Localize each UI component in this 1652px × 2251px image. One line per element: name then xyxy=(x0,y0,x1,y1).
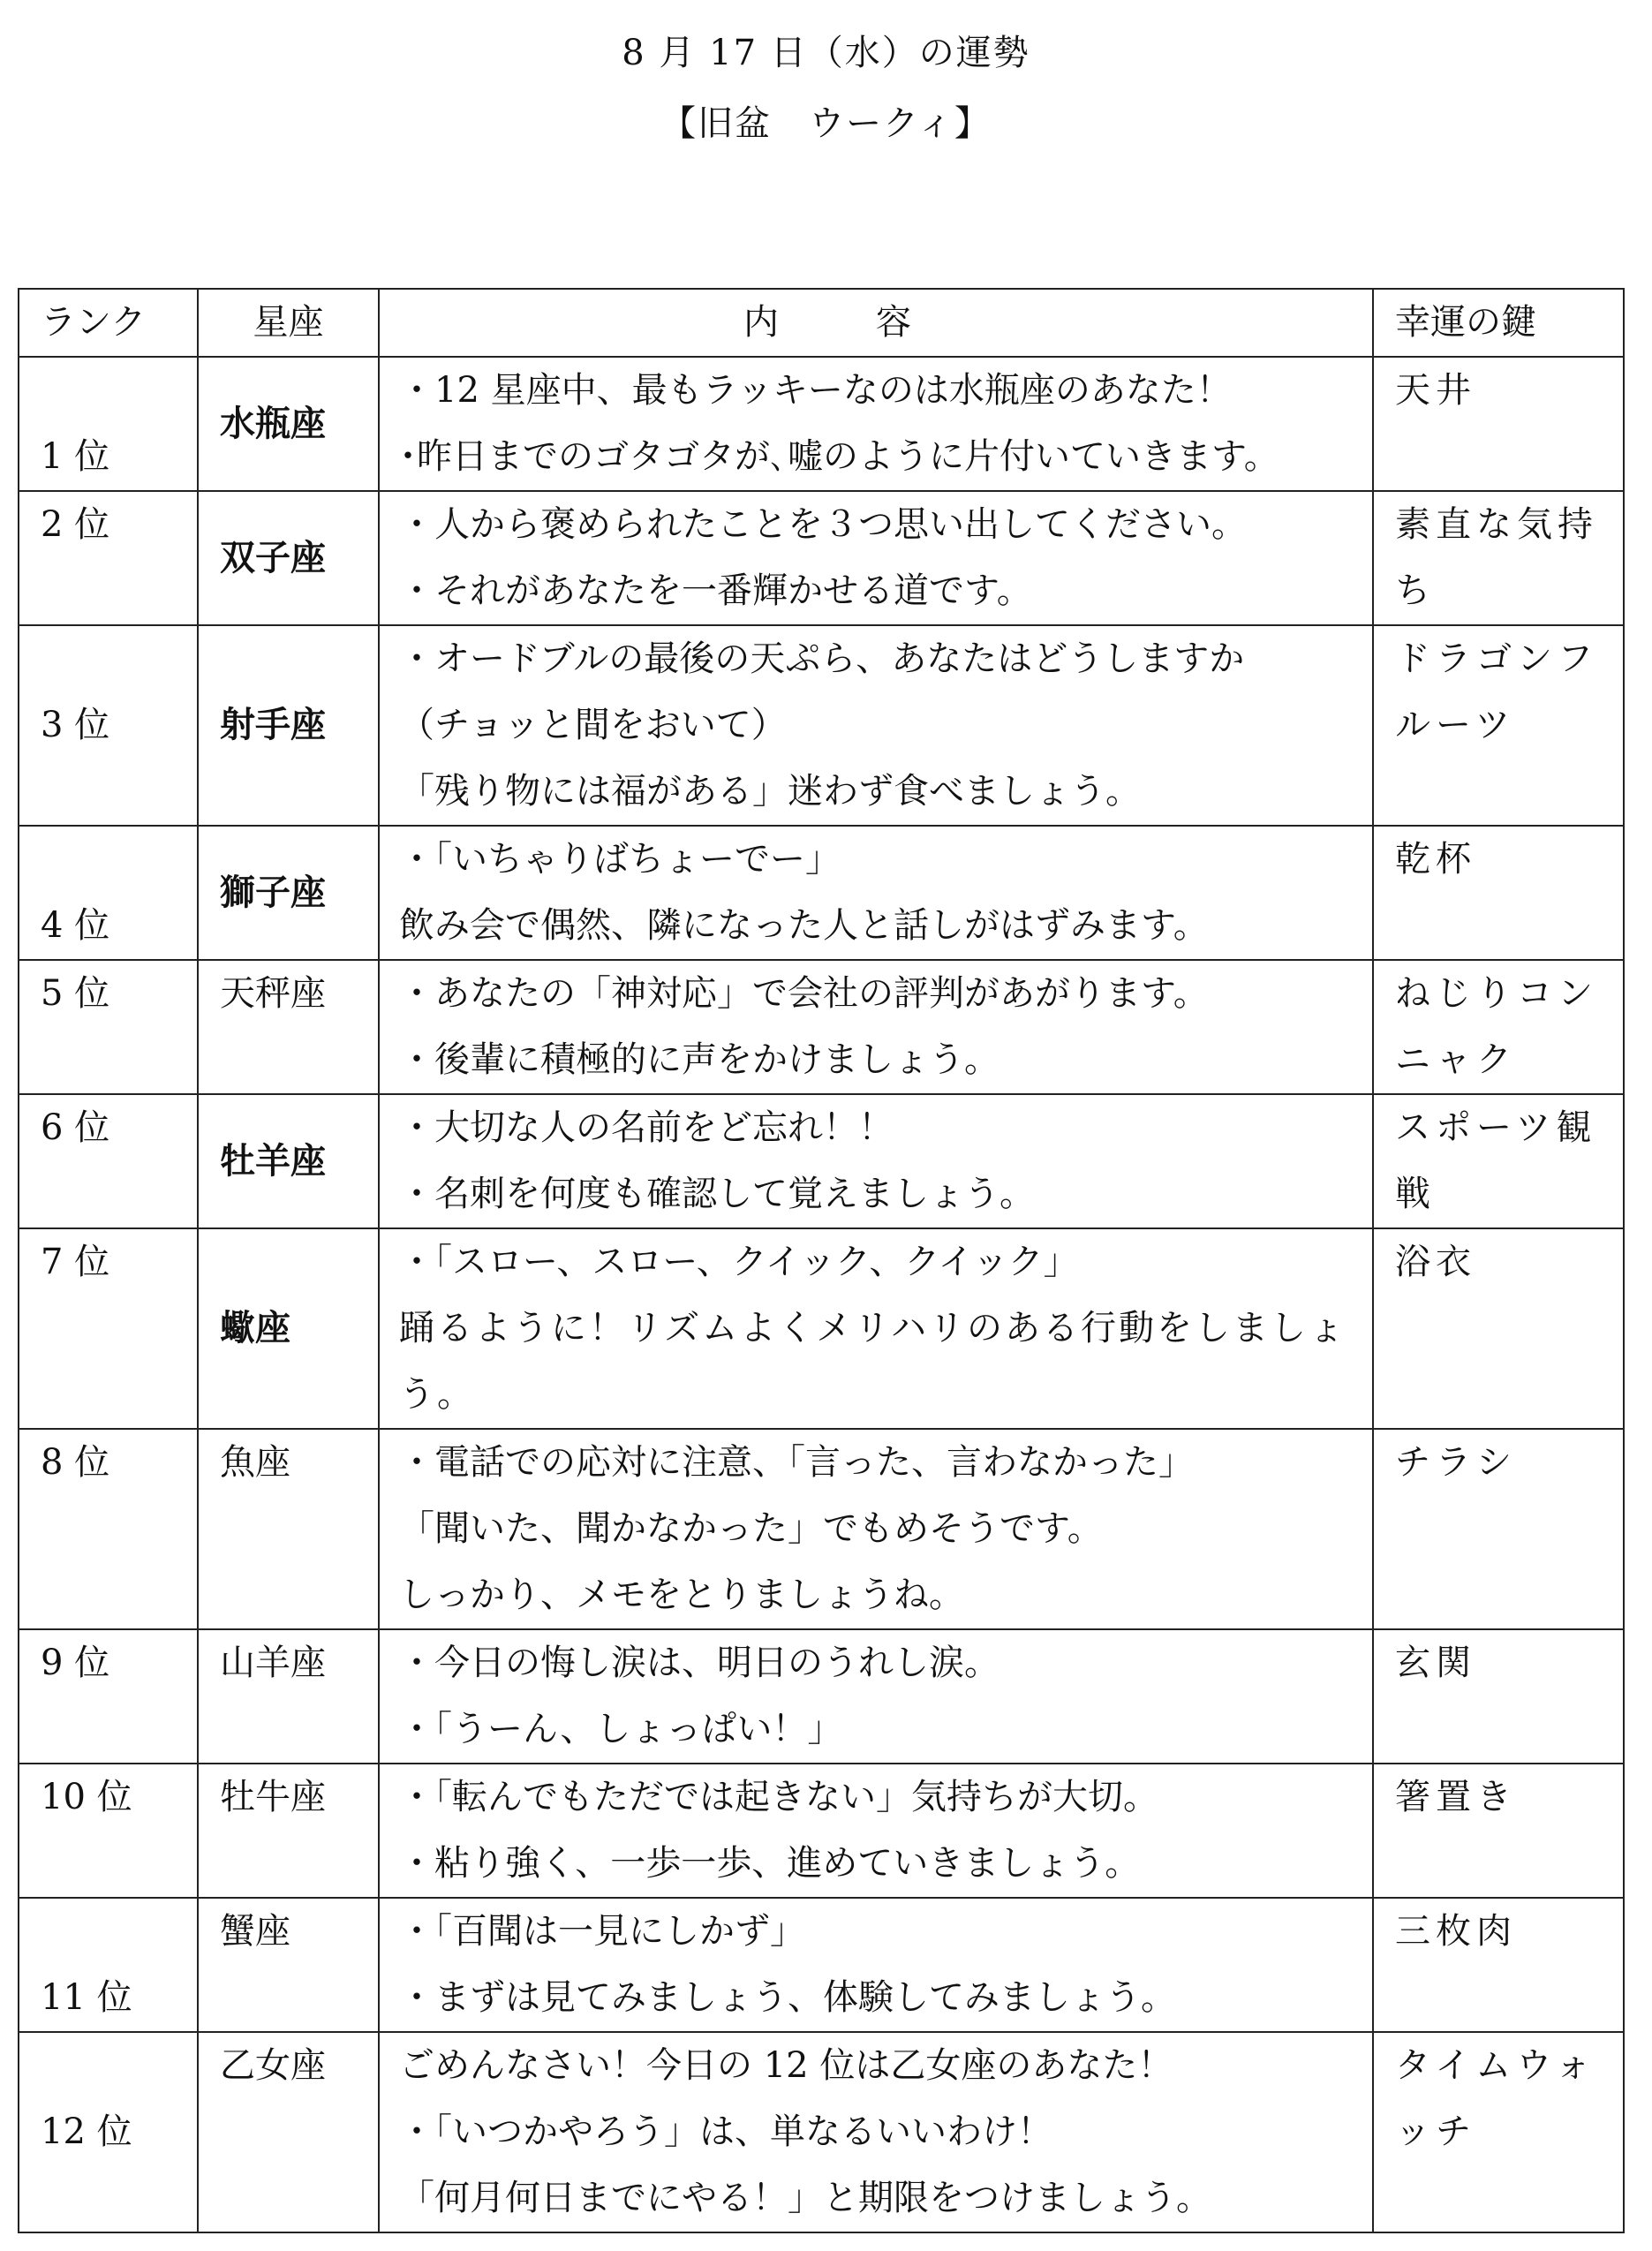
table-row xyxy=(19,1898,1624,2032)
content-line: ・「スロー、スロー、クイック、クイック」 xyxy=(399,1242,1079,1282)
content-cell xyxy=(379,625,1373,826)
header-sign: 星座 xyxy=(198,289,379,357)
table-row xyxy=(19,1764,1624,1898)
content-line: 「何月何日までにやる！」と期限をつけましょう。 xyxy=(399,2178,1211,2218)
key-cell: 玄関 xyxy=(1373,1629,1624,1764)
horoscope-table xyxy=(18,288,1625,2233)
content-line: 飲み会で偶然、隣になった人と話しがはずみます。 xyxy=(399,905,1209,946)
rank-cell: 5 位 xyxy=(19,960,198,1094)
rank-cell: 11 位 xyxy=(19,1898,198,2032)
key-cell: チラシ xyxy=(1373,1429,1624,1629)
table-row xyxy=(19,960,1624,1094)
content-line: ・「いちゃりばちょーでー」 xyxy=(399,839,841,880)
content-line: しっかり、メモをとりましょうね。 xyxy=(399,1575,964,1615)
rank-cell: 12 位 xyxy=(19,2032,198,2232)
sign-cell: 牡羊座 xyxy=(198,1094,379,1228)
content-cell xyxy=(379,1898,1373,2032)
rank-cell: 9 位 xyxy=(19,1629,198,1764)
sign-cell: 天秤座 xyxy=(198,960,379,1094)
sign-cell: 乙女座 xyxy=(198,2032,379,2232)
content-line: ・12 星座中、最もラッキーなのは水瓶座のあなた！ xyxy=(399,370,1232,411)
key-cell: ドラゴンフルーツ xyxy=(1373,625,1624,826)
content-cell xyxy=(379,1764,1373,1898)
table-row xyxy=(19,1629,1624,1764)
content-cell xyxy=(379,826,1373,960)
key-cell: 乾杯 xyxy=(1373,826,1624,960)
sign-cell: 水瓶座 xyxy=(198,357,379,491)
sign-cell: 射手座 xyxy=(198,625,379,826)
content-line: ･昨日までのゴタゴタが､嘘のように片付いていきます。 xyxy=(399,436,1279,477)
table-row xyxy=(19,1429,1624,1629)
table-row xyxy=(19,2032,1624,2232)
key-cell: 素直な気持ち xyxy=(1373,491,1624,625)
content-line: ・後輩に積極的に声をかけましょう。 xyxy=(399,1039,999,1080)
table-row xyxy=(19,826,1624,960)
key-cell: 天井 xyxy=(1373,357,1624,491)
content-cell xyxy=(379,357,1373,491)
sign-cell: 蠍座 xyxy=(198,1228,379,1429)
content-line: 踊るように！リズムよくメリハリのある行動をしましょう。 xyxy=(399,1308,1346,1415)
key-cell: 箸置き xyxy=(1373,1764,1624,1898)
rank-cell: 4 位 xyxy=(19,826,198,960)
header-rank: ランク xyxy=(19,289,198,357)
table-row xyxy=(19,625,1624,826)
content-line: ・大切な人の名前をど忘れ！！ xyxy=(399,1107,894,1148)
sign-cell: 山羊座 xyxy=(198,1629,379,1764)
content-line: ごめんなさい！今日の 12 位は乙女座のあなた！ xyxy=(399,2045,1173,2086)
content-cell xyxy=(379,1094,1373,1228)
content-cell xyxy=(379,1429,1373,1629)
rank-cell: 10 位 xyxy=(19,1764,198,1898)
sign-cell: 獅子座 xyxy=(198,826,379,960)
key-cell: 浴衣 xyxy=(1373,1228,1624,1429)
content-cell xyxy=(379,2032,1373,2232)
sign-cell: 魚座 xyxy=(198,1429,379,1629)
content-cell xyxy=(379,491,1373,625)
content-line: ・名刺を何度も確認して覚えましょう。 xyxy=(399,1174,1035,1214)
content-line: ・電話での応対に注意、「言った、言わなかった」 xyxy=(399,1442,1194,1483)
table-row xyxy=(19,357,1624,491)
table-row xyxy=(19,1228,1624,1429)
content-line: ・まずは見てみましょう、体験してみましょう。 xyxy=(399,1977,1176,2018)
rank-cell: 7 位 xyxy=(19,1228,198,1429)
content-line: ・「いつかやろう」は、単なるいいわけ！ xyxy=(399,2111,1052,2152)
table-row xyxy=(19,491,1624,625)
key-cell: スポーツ観戦 xyxy=(1373,1094,1624,1228)
page-subtitle: 【旧盆 ウークィ】 xyxy=(660,103,992,144)
content-line: ・オードブルの最後の天ぷら、あなたはどうしますか xyxy=(399,638,1245,679)
rank-cell: 8 位 xyxy=(19,1429,198,1629)
rank-cell: 2 位 xyxy=(19,491,198,625)
content-line: ・人から褒められたことを３つ思い出してください。 xyxy=(399,504,1247,545)
table-header-row xyxy=(19,289,1624,357)
content-line: 「聞いた、聞かなかった」でもめそうです。 xyxy=(399,1508,1103,1549)
content-cell xyxy=(379,1629,1373,1764)
content-line: ・それがあなたを一番輝かせる道です。 xyxy=(399,570,1032,611)
content-line: ・粘り強く、一歩一歩、進めていきましょう。 xyxy=(399,1843,1141,1884)
header-content: 内容 xyxy=(379,289,1373,357)
content-cell xyxy=(379,1228,1373,1429)
content-line: ・今日の悔し涙は、明日のうれし涙。 xyxy=(399,1643,999,1683)
content-line: ・「転んでもただでは起きない」気持ちが大切。 xyxy=(399,1777,1158,1817)
page-title: 8 月 17 日（水）の運勢 xyxy=(622,33,1030,73)
content-line: 「残り物には福がある」迷わず食べましょう。 xyxy=(399,771,1141,812)
content-line: ・「うーん、しょっぱい！」 xyxy=(399,1709,843,1749)
sign-cell: 蟹座 xyxy=(198,1898,379,2032)
sign-cell: 双子座 xyxy=(198,491,379,625)
rank-cell: 1 位 xyxy=(19,357,198,491)
content-line: ・「百聞は一見にしかず」 xyxy=(399,1911,805,1952)
rank-cell: 3 位 xyxy=(19,625,198,826)
sign-cell: 牡牛座 xyxy=(198,1764,379,1898)
key-cell: ねじりコンニャク xyxy=(1373,960,1624,1094)
key-cell: タイムウォッチ xyxy=(1373,2032,1624,2232)
key-cell: 三枚肉 xyxy=(1373,1898,1624,2032)
table-row xyxy=(19,1094,1624,1228)
header-key: 幸運の鍵 xyxy=(1373,289,1624,357)
content-cell xyxy=(379,960,1373,1094)
content-line: （チョッと間をおいて） xyxy=(399,705,787,745)
content-line: ・あなたの「神対応」で会社の評判があがります。 xyxy=(399,973,1209,1014)
rank-cell: 6 位 xyxy=(19,1094,198,1228)
